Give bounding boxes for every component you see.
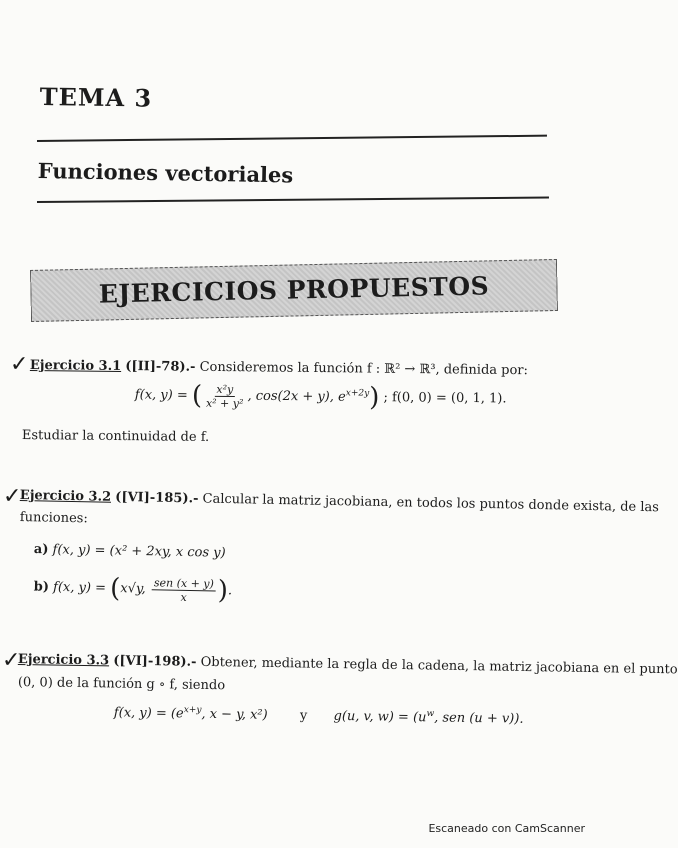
exercise-heading [30,358,528,378]
fraction-numerator: sen (x + y) [152,576,216,591]
fraction-numerator: x²y [214,382,235,396]
exercise-intro: Consideremos la función f : ℝ² → ℝ³, definida por: [199,359,529,379]
formula-part: x√y, [120,581,146,597]
fraction [152,576,216,604]
fraction [204,382,246,409]
formula-part: , x − y, x²) [201,706,268,723]
formula-row [114,704,524,727]
section-banner [30,259,558,322]
exercise-intro: Obtener, mediante la regla de la cadena, la matriz jacobiana en el punto [200,654,678,678]
check-mark-icon: ✓ [3,484,22,509]
exercise-intro-cont: funciones: [19,510,88,527]
item-label: a) [33,542,49,558]
formula-part: , cos(2x + y), e [247,388,346,405]
exercise-label: Ejercicio 3.2 [19,488,112,505]
paren: ( [191,380,203,411]
page-title: TEMA 3 [39,82,153,113]
exercise-label: Ejercicio 3.1 [29,358,122,374]
exercise-label: Ejercicio 3.3 [17,652,110,669]
item-b: b) f(x, y) = (x√y, $\frac{\text{sen (x + y)}}{x}$ ). [33,573,233,606]
formula-condition: ; f(0, 0) = (0, 1, 1). [383,390,507,407]
divider [37,135,547,142]
exponent: x+y [183,705,202,716]
check-mark-icon: ✓ [10,352,29,377]
check-mark-icon: ✓ [2,648,21,673]
exercise-ref: ([VI]-185).- [115,489,199,507]
exponent: x+2y [345,388,370,399]
section-title: EJERCICIOS PROPUESTOS [98,271,490,309]
exercise-heading [20,488,659,515]
fraction-denominator: x² + y² [205,396,244,410]
paren: ( [109,573,121,604]
formula-f: f(x, y) = (e [113,705,184,722]
formula-part: , sen (u + v)). [434,710,524,727]
formula-lhs: f(x, y) = [134,387,188,404]
exercise-task: Estudiar la continuidad de f. [21,428,210,445]
exponent: w [426,708,435,720]
exercise-ref: ([VI]-198).- [113,653,197,670]
paren: ) [217,575,229,606]
scanner-watermark: Escaneado con CamScanner [428,822,585,835]
item-label: b) [33,579,50,595]
exercise-ref: ([II]-78).- [125,358,196,375]
exercise-intro-cont: (0, 0) de la función g ∘ f, siendo [17,675,226,694]
item-a [34,542,226,561]
formula-lhs: f(x, y) = [52,579,111,596]
exercise-heading [18,652,678,677]
exercise-intro: Calcular la matriz jacobiana, en todos los puntos donde exista, de las [202,491,660,516]
formula-g: g(u, v, w) = (u [333,708,427,726]
formula: f(x, y) = (x² + 2xy, x cos y) [52,542,226,561]
divider [37,197,549,203]
paren: ) [369,382,380,413]
chapter-subtitle: Funciones vectoriales [37,158,294,188]
formula [135,380,507,414]
conjunction: y [299,708,308,724]
fraction-denominator: x [180,590,187,604]
